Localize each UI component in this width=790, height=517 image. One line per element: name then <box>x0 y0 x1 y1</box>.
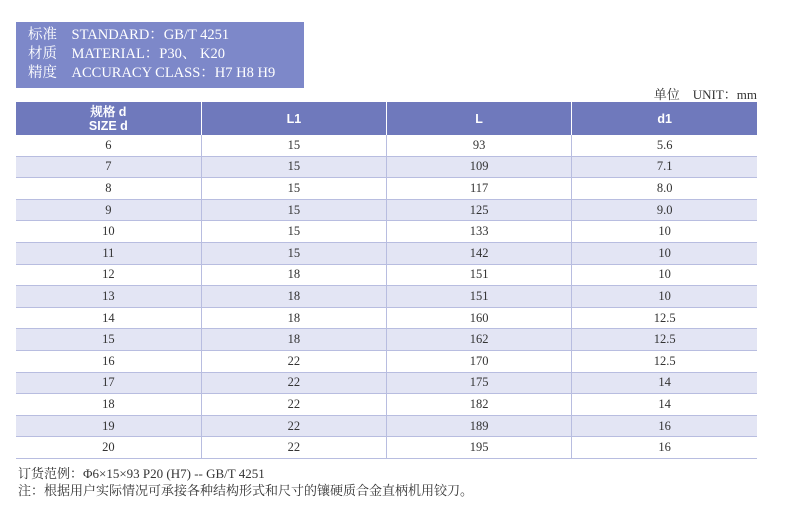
cell-d1: 10 <box>572 242 757 264</box>
cell-d1: 10 <box>572 221 757 243</box>
cell-size: 12 <box>16 264 201 286</box>
table-row <box>16 307 757 329</box>
table-row <box>16 437 757 459</box>
header-size-cn: 规格 d <box>90 104 127 119</box>
cell-size: 6 <box>16 135 201 156</box>
cell-l1: 15 <box>201 199 386 221</box>
cell-l: 182 <box>387 394 572 416</box>
table-row <box>16 156 757 178</box>
cell-d1: 10 <box>572 286 757 308</box>
cell-d1: 16 <box>572 437 757 459</box>
table-row <box>16 372 757 394</box>
table-header-row <box>16 102 757 135</box>
cell-l1: 18 <box>201 264 386 286</box>
cell-d1: 9.0 <box>572 199 757 221</box>
cell-size: 8 <box>16 178 201 200</box>
table-row <box>16 221 757 243</box>
cell-d1: 14 <box>572 372 757 394</box>
cell-size: 11 <box>16 242 201 264</box>
header-l <box>387 102 572 135</box>
cell-size: 10 <box>16 221 201 243</box>
unit-label: 单位 UNIT：mm <box>653 87 757 102</box>
cell-size: 15 <box>16 329 201 351</box>
table-row <box>16 199 757 221</box>
cell-l: 125 <box>387 199 572 221</box>
cell-l: 195 <box>387 437 572 459</box>
cell-l: 175 <box>387 372 572 394</box>
cell-size: 7 <box>16 156 201 178</box>
cell-l: 117 <box>387 178 572 200</box>
table-row <box>16 394 757 416</box>
header-l1 <box>201 102 386 135</box>
cell-size: 9 <box>16 199 201 221</box>
spec-material: 材质 MATERIAL：P30、 K20 <box>28 46 225 62</box>
cell-size: 18 <box>16 394 201 416</box>
spec-standard: 标准 STANDARD：GB/T 4251 <box>28 27 230 43</box>
spec-accuracy: 精度 ACCURACY CLASS：H7 H8 H9 <box>28 65 276 81</box>
header-l1-label: L1 <box>286 111 302 126</box>
cell-l: 133 <box>387 221 572 243</box>
cell-size: 19 <box>16 415 201 437</box>
header-size <box>16 102 201 135</box>
cell-l1: 15 <box>201 221 386 243</box>
cell-l1: 22 <box>201 415 386 437</box>
cell-d1: 10 <box>572 264 757 286</box>
cell-d1: 16 <box>572 415 757 437</box>
table-row <box>16 415 757 437</box>
size-table <box>16 102 757 459</box>
cell-d1: 12.5 <box>572 307 757 329</box>
cell-size: 20 <box>16 437 201 459</box>
cell-l1: 18 <box>201 307 386 329</box>
cell-l: 189 <box>387 415 572 437</box>
cell-l1: 22 <box>201 394 386 416</box>
cell-l1: 15 <box>201 156 386 178</box>
cell-l: 160 <box>387 307 572 329</box>
cell-d1: 7.1 <box>572 156 757 178</box>
table-row <box>16 264 757 286</box>
spec-box <box>16 22 304 88</box>
header-d1-label: d1 <box>657 111 672 126</box>
cell-d1: 8.0 <box>572 178 757 200</box>
table-row <box>16 178 757 200</box>
cell-d1: 12.5 <box>572 329 757 351</box>
cell-l1: 15 <box>201 135 386 156</box>
cell-size: 16 <box>16 350 201 372</box>
order-example: 订货范例：Φ6×15×93 P20 (H7) -- GB/T 4251 <box>18 466 265 481</box>
table-row <box>16 286 757 308</box>
cell-l: 151 <box>387 286 572 308</box>
cell-l1: 22 <box>201 437 386 459</box>
table-row <box>16 135 757 156</box>
footer-notes <box>18 465 473 499</box>
cell-l1: 22 <box>201 372 386 394</box>
table-row <box>16 329 757 351</box>
header-d1 <box>572 102 757 135</box>
cell-l: 109 <box>387 156 572 178</box>
cell-l: 162 <box>387 329 572 351</box>
table-body <box>16 135 757 458</box>
cell-l: 170 <box>387 350 572 372</box>
cell-l1: 22 <box>201 350 386 372</box>
cell-l1: 15 <box>201 242 386 264</box>
cell-d1: 5.6 <box>572 135 757 156</box>
table-row <box>16 350 757 372</box>
cell-d1: 12.5 <box>572 350 757 372</box>
header-l-label: L <box>475 111 483 126</box>
cell-l1: 18 <box>201 329 386 351</box>
cell-l1: 15 <box>201 178 386 200</box>
cell-l: 142 <box>387 242 572 264</box>
cell-size: 14 <box>16 307 201 329</box>
cell-size: 13 <box>16 286 201 308</box>
footer-note: 注：根据用户实际情况可承接各种结构形式和尺寸的镶硬质合金直柄机用铰刀。 <box>18 483 474 498</box>
cell-size: 17 <box>16 372 201 394</box>
cell-d1: 14 <box>572 394 757 416</box>
cell-l1: 18 <box>201 286 386 308</box>
cell-l: 151 <box>387 264 572 286</box>
header-size-en: SIZE d <box>88 118 128 133</box>
cell-l: 93 <box>387 135 572 156</box>
table-row <box>16 242 757 264</box>
